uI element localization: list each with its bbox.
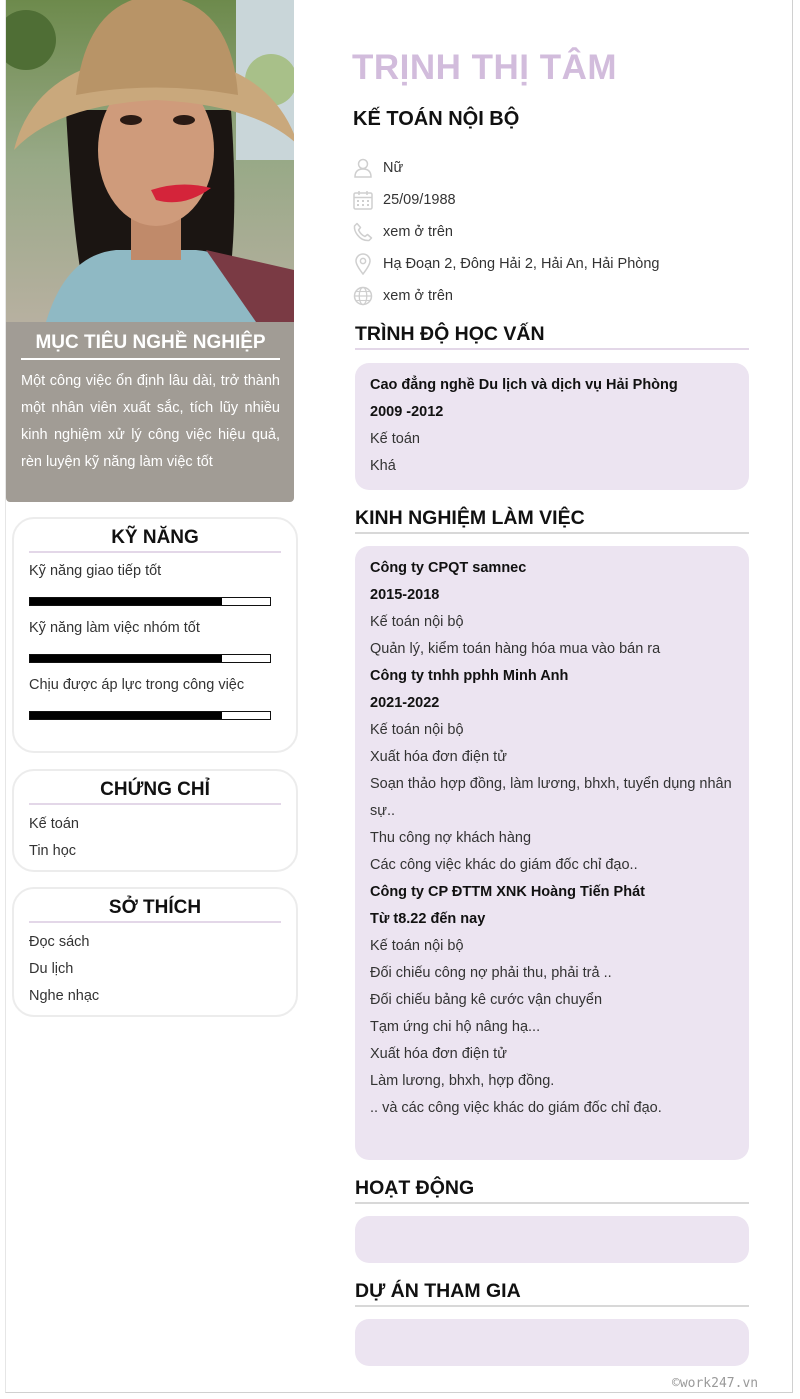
info-gender: [352, 156, 403, 180]
experience-line: Quản lý, kiểm toán hàng hóa mua vào bán ra: [370, 641, 661, 657]
experience-line: Xuất hóa đơn điện tử: [370, 1046, 507, 1062]
info-address: [352, 252, 659, 276]
experience-line: Làm lương, bhxh, hợp đồng.: [370, 1073, 555, 1089]
hobby-item: Nghe nhạc: [29, 988, 100, 1004]
experience-line: 2015-2018: [370, 587, 440, 603]
address-value: Hạ Đoạn 2, Đông Hải 2, Hải An, Hải Phòng: [383, 256, 660, 272]
job-title: KẾ TOÁN NỘI BỘ: [353, 108, 520, 130]
skill-bar-fill: [30, 598, 222, 605]
skill-bar: [29, 597, 271, 606]
user-icon: [352, 157, 374, 179]
location-pin-icon: [352, 253, 374, 275]
globe-icon: [352, 285, 374, 307]
hobby-item: Đọc sách: [29, 934, 90, 950]
watermark: ©work247.vn: [672, 1376, 759, 1391]
skill-bar-fill: [30, 655, 222, 662]
experience-line: Công ty tnhh pphh Minh Anh: [370, 668, 569, 684]
education-line: Cao đẳng nghề Du lịch và dịch vụ Hải Phòng: [370, 377, 678, 393]
experience-line: Công ty CP ĐTTM XNK Hoàng Tiến Phát: [370, 884, 645, 900]
objective-text: Một công việc ổn định lâu dài, trở thành một nhân viên xuất sắc, tích lũy nhiều kinh nghiệm xử lý công việc hiệu quả, rèn luyện kỹ năng làm việc tốt: [21, 373, 280, 470]
experience-line: Kế toán nội bộ: [370, 614, 464, 630]
experience-line: Đối chiếu công nợ phải thu, phải trả ..: [370, 965, 612, 981]
objective-title: MỤC TIÊU NGHỀ NGHIỆP: [21, 332, 280, 360]
candidate-name: TRỊNH THỊ TÂM: [352, 48, 618, 87]
education-line: Khá: [370, 458, 396, 474]
experience-line: Xuất hóa đơn điện tử: [370, 749, 507, 765]
career-objective-box: [6, 322, 294, 502]
experience-line: Soạn thảo hợp đồng, làm lương, bhxh, tuyển dụng nhân: [370, 776, 732, 792]
activities-title: HOẠT ĐỘNG: [355, 1177, 749, 1204]
experience-line: Công ty CPQT samnec: [370, 560, 527, 576]
gender-value: Nữ: [383, 160, 404, 176]
info-phone: [352, 220, 453, 244]
calendar-icon: [352, 189, 374, 211]
experience-line: Thu công nợ khách hàng: [370, 830, 532, 846]
education-line: Kế toán: [370, 431, 420, 447]
experience-line: Các công việc khác do giám đốc chỉ đạo..: [370, 857, 638, 873]
info-website: [352, 284, 453, 308]
experience-line: Kế toán nội bộ: [370, 722, 464, 738]
experience-line: sự..: [370, 803, 396, 819]
experience-line: Tạm ứng chi hộ nâng hạ...: [370, 1019, 541, 1035]
skill-bar-fill: [30, 712, 222, 719]
skill-label: Kỹ năng làm việc nhóm tốt: [29, 620, 200, 636]
hobby-item: Du lịch: [29, 961, 74, 977]
skills-card: [12, 517, 298, 753]
projects-title: DỰ ÁN THAM GIA: [355, 1280, 749, 1307]
experience-panel: [355, 546, 749, 1160]
phone-icon: [352, 221, 374, 243]
certificate-item: Kế toán: [29, 816, 79, 832]
skill-bar: [29, 711, 271, 720]
experience-line: Từ t8.22 đến nay: [370, 911, 486, 927]
activities-panel: [355, 1216, 749, 1263]
phone-value: xem ở trên: [383, 224, 453, 240]
website-value: xem ở trên: [383, 288, 453, 304]
education-line: 2009 -2012: [370, 404, 444, 420]
hobbies-card: [12, 887, 298, 1017]
skill-bar: [29, 654, 271, 663]
certificate-item: Tin học: [29, 843, 77, 859]
certificates-title: CHỨNG CHỈ: [29, 779, 281, 805]
skills-title: KỸ NĂNG: [29, 527, 281, 553]
experience-title: KINH NGHIỆM LÀM VIỆC: [355, 507, 749, 534]
experience-line: Kế toán nội bộ: [370, 938, 464, 954]
info-dob: [352, 188, 456, 212]
skill-label: Chịu được áp lực trong công việc: [29, 677, 245, 693]
skill-label: Kỹ năng giao tiếp tốt: [29, 563, 162, 579]
education-title: TRÌNH ĐỘ HỌC VẤN: [355, 323, 749, 350]
dob-value: 25/09/1988: [383, 192, 456, 208]
experience-line: 2021-2022: [370, 695, 440, 711]
hobbies-title: SỞ THÍCH: [29, 897, 281, 923]
education-panel: [355, 363, 749, 490]
projects-panel: [355, 1319, 749, 1366]
profile-photo: [6, 0, 294, 322]
experience-line: Đối chiếu bảng kê cước vận chuyển: [370, 992, 603, 1008]
certificates-card: [12, 769, 298, 872]
experience-line: .. và các công việc khác do giám đốc chỉ đạo.: [370, 1100, 662, 1116]
